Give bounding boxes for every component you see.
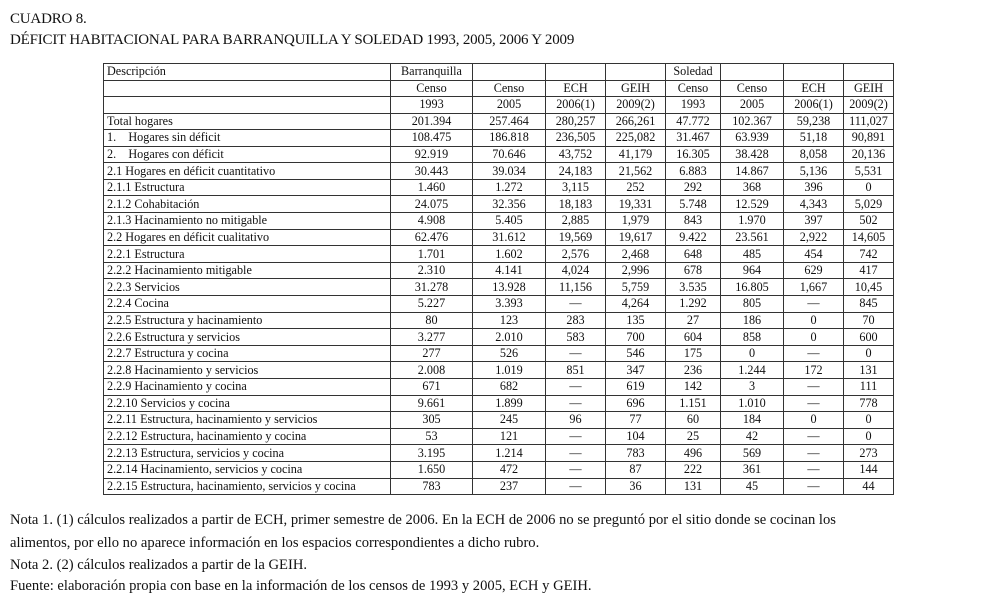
housing-deficit-table [103,63,894,495]
table-cell: 454 [784,246,844,263]
table-cell: — [546,296,606,313]
table-cell: 96 [546,412,606,429]
table-cell: 19,331 [606,196,666,213]
table-cell: 43,752 [546,146,606,163]
table-cell: 964 [721,262,784,279]
table-cell: 8,058 [784,146,844,163]
table-cell: 90,891 [844,130,894,147]
table-cell: 0 [844,412,894,429]
table-cell: 5.748 [666,196,721,213]
table-cell: 36 [606,478,666,495]
table-cell: 2,885 [546,213,606,230]
table-cell: 0 [844,179,894,196]
table-cell: 222 [666,461,721,478]
table-row [104,179,894,196]
table-cell: 186.818 [473,130,546,147]
table-cell: 1.019 [473,362,546,379]
table-cell: 485 [721,246,784,263]
table-row [104,395,894,412]
table-cell: 186 [721,312,784,329]
table-cell: 3 [721,379,784,396]
table-cell: 14.867 [721,163,784,180]
table-cell: 131 [844,362,894,379]
table-cell: 1.701 [391,246,473,263]
row-label: 2.2.7 Estructura y cocina [104,345,391,362]
table-cell: 237 [473,478,546,495]
row-label: 2.1 Hogares en déficit cuantitativo [104,163,391,180]
row-label: 2.2.2 Hacinamiento mitigable [104,262,391,279]
table-cell: 851 [546,362,606,379]
table-cell: 87 [606,461,666,478]
table-cell: 172 [784,362,844,379]
table-cell: 696 [606,395,666,412]
table-row [104,445,894,462]
table-cell: 604 [666,329,721,346]
table-cell: 9.422 [666,229,721,246]
table-cell: 2.010 [473,329,546,346]
table-cell: 131 [666,478,721,495]
row-label: 2. Hogares con déficit [104,146,391,163]
table-cell: 417 [844,262,894,279]
table-cell: Soledad [666,64,721,81]
table-cell: 44 [844,478,894,495]
table-cell: 671 [391,379,473,396]
table-cell: 24,183 [546,163,606,180]
table-row [104,362,894,379]
table-cell: 9.661 [391,395,473,412]
table-cell: 31.612 [473,229,546,246]
table-cell: 305 [391,412,473,429]
table-number: CUADRO 8. [10,11,87,27]
row-label: 2.2.13 Estructura, servicios y cocina [104,445,391,462]
table-cell: 2005 [721,97,784,114]
table-cell: 3.195 [391,445,473,462]
table-cell: 3.535 [666,279,721,296]
table-cell: 24.075 [391,196,473,213]
table-cell: Censo [391,80,473,97]
row-label: 2.2.8 Hacinamiento y servicios [104,362,391,379]
table-row [104,146,894,163]
table-cell: 2006(1) [546,97,606,114]
table-cell: ECH [784,80,844,97]
table-cell: — [784,296,844,313]
table-cell: 361 [721,461,784,478]
table-cell: 31.278 [391,279,473,296]
table-row [104,461,894,478]
row-label: 2.2.9 Hacinamiento y cocina [104,379,391,396]
table-cell: 1.602 [473,246,546,263]
table-cell: 2.310 [391,262,473,279]
row-label: 2.2.14 Hacinamiento, servicios y cocina [104,461,391,478]
table-cell: 2,922 [784,229,844,246]
table-cell: 1.292 [666,296,721,313]
table-cell: 2,468 [606,246,666,263]
table-cell: — [546,395,606,412]
table-cell: — [784,345,844,362]
table-cell [473,64,546,81]
table-row [104,296,894,313]
table-cell: 121 [473,428,546,445]
table-cell: ECH [546,80,606,97]
table-cell: 19,569 [546,229,606,246]
table-cell: 32.356 [473,196,546,213]
table-title: DÉFICIT HABITACIONAL PARA BARRANQUILLA Y SOLEDAD 1993, 2005, 2006 Y 2009 [10,32,575,48]
table-cell: — [546,461,606,478]
table-cell: 6.883 [666,163,721,180]
table-cell: 2009(2) [844,97,894,114]
table-row [104,312,894,329]
table-cell [784,64,844,81]
table-cell: 14,605 [844,229,894,246]
table-cell: 13.928 [473,279,546,296]
table-cell: 236,505 [546,130,606,147]
table-cell: 92.919 [391,146,473,163]
table-cell: 678 [666,262,721,279]
table-cell: 3.277 [391,329,473,346]
table-cell: 39.034 [473,163,546,180]
table-cell: 104 [606,428,666,445]
table-cell: 16.805 [721,279,784,296]
row-label: 2.2.1 Estructura [104,246,391,263]
table-row [104,163,894,180]
table-cell: 783 [606,445,666,462]
table-cell: 397 [784,213,844,230]
table-row [104,130,894,147]
table-cell: 59,238 [784,113,844,130]
table-cell: 858 [721,329,784,346]
table-cell: 10,45 [844,279,894,296]
table-cell: — [546,428,606,445]
table-cell: 11,156 [546,279,606,296]
table-cell: 38.428 [721,146,784,163]
table-cell: 0 [784,412,844,429]
table-cell: 742 [844,246,894,263]
table-cell: 2009(2) [606,97,666,114]
table-cell: 1.970 [721,213,784,230]
table-cell: 60 [666,412,721,429]
table-cell: 5.405 [473,213,546,230]
table-cell: 111 [844,379,894,396]
table-cell: 53 [391,428,473,445]
table-row [104,329,894,346]
table-row [104,213,894,230]
table-cell: 1,667 [784,279,844,296]
table-cell: Censo [473,80,546,97]
table-cell: 111,027 [844,113,894,130]
table-cell: Censo [721,80,784,97]
table-cell: 16.305 [666,146,721,163]
table-cell: 682 [473,379,546,396]
row-label: 2.2.6 Estructura y servicios [104,329,391,346]
table-cell: 63.939 [721,130,784,147]
table-cell: 778 [844,395,894,412]
table-cell: 619 [606,379,666,396]
table-cell: 80 [391,312,473,329]
table-row [104,262,894,279]
header-row [104,64,894,81]
row-label: Descripción [104,64,391,81]
table-cell: 1993 [391,97,473,114]
note-1-line-1: Nota 1. (1) cálculos realizados a partir de ECH, primer semestre de 2006. En la ECH de 2006 no se preguntó por el sitio donde se cocinan los [10,512,836,528]
table-cell: 144 [844,461,894,478]
table-cell: 1.214 [473,445,546,462]
row-label: Total hogares [104,113,391,130]
table-cell: 252 [606,179,666,196]
table-cell: 23.561 [721,229,784,246]
table-cell: 3.393 [473,296,546,313]
table-cell: 2005 [473,97,546,114]
table-cell: Censo [666,80,721,97]
table-cell: 70.646 [473,146,546,163]
table-cell: 142 [666,379,721,396]
table-row [104,428,894,445]
table-row [104,412,894,429]
table-row [104,345,894,362]
table-cell: 3,115 [546,179,606,196]
table-row [104,379,894,396]
table-cell: 25 [666,428,721,445]
table-cell [721,64,784,81]
table-cell: 266,261 [606,113,666,130]
table-cell: — [784,395,844,412]
table-cell: 245 [473,412,546,429]
table-cell: 1,979 [606,213,666,230]
table-cell: 4.141 [473,262,546,279]
table-row [104,279,894,296]
row-label: 2.2.10 Servicios y cocina [104,395,391,412]
table-cell: 41,179 [606,146,666,163]
table-cell: 845 [844,296,894,313]
table-cell: 225,082 [606,130,666,147]
table-cell: 18,183 [546,196,606,213]
table-cell: — [784,461,844,478]
table-cell: 502 [844,213,894,230]
row-label: 2.2.12 Estructura, hacinamiento y cocina [104,428,391,445]
table-cell: — [546,345,606,362]
row-label [104,97,391,114]
table-cell: 0 [844,345,894,362]
table-cell: — [784,445,844,462]
table-cell: 2006(1) [784,97,844,114]
table-cell: 4,343 [784,196,844,213]
table-row [104,229,894,246]
table-cell: 236 [666,362,721,379]
table-cell: 0 [784,329,844,346]
row-label: 1. Hogares sin déficit [104,130,391,147]
table-cell: 20,136 [844,146,894,163]
row-label [104,80,391,97]
table-cell: 5,029 [844,196,894,213]
table-cell: 47.772 [666,113,721,130]
table-cell: 108.475 [391,130,473,147]
table-cell: 77 [606,412,666,429]
row-label: 2.2.4 Cocina [104,296,391,313]
table-cell: 472 [473,461,546,478]
table-cell: 42 [721,428,784,445]
table-cell: 292 [666,179,721,196]
table-cell: 19,617 [606,229,666,246]
table-cell: 123 [473,312,546,329]
table-cell: 280,257 [546,113,606,130]
table-cell: 257.464 [473,113,546,130]
table-cell: 526 [473,345,546,362]
table-cell: 5,136 [784,163,844,180]
table-row [104,478,894,495]
table-cell: 21,562 [606,163,666,180]
table-cell: 4,024 [546,262,606,279]
table-cell: 4.908 [391,213,473,230]
table-cell: 783 [391,478,473,495]
header-row [104,97,894,114]
table-cell: 62.476 [391,229,473,246]
table-row [104,246,894,263]
table-cell: Barranquilla [391,64,473,81]
table-cell: 201.394 [391,113,473,130]
table-cell: 1.899 [473,395,546,412]
table-cell: — [546,478,606,495]
table-cell: 135 [606,312,666,329]
table-row [104,113,894,130]
table-cell: 1.460 [391,179,473,196]
row-label: 2.2.5 Estructura y hacinamiento [104,312,391,329]
header-row [104,80,894,97]
table-cell: 396 [784,179,844,196]
table-cell: 30.443 [391,163,473,180]
table-cell: 184 [721,412,784,429]
table-cell: 629 [784,262,844,279]
table-cell: 273 [844,445,894,462]
table-cell: 2.008 [391,362,473,379]
row-label: 2.2.11 Estructura, hacinamiento y servicios [104,412,391,429]
table-cell: 4,264 [606,296,666,313]
table-cell: 31.467 [666,130,721,147]
note-1-line-2: alimentos, por ello no aparece información en los espacios correspondientes a dicho rubro. [10,535,540,551]
table-cell: 496 [666,445,721,462]
table-cell: 1.650 [391,461,473,478]
table-cell: 277 [391,345,473,362]
table-cell: 347 [606,362,666,379]
table-cell: — [546,379,606,396]
table-cell: 1.010 [721,395,784,412]
table-cell: 805 [721,296,784,313]
table-cell: 45 [721,478,784,495]
table-cell: 283 [546,312,606,329]
table-cell: 2,996 [606,262,666,279]
table-cell: 1.244 [721,362,784,379]
table-cell: 569 [721,445,784,462]
table-cell: 0 [844,428,894,445]
table-cell: 0 [721,345,784,362]
table-cell: 5.227 [391,296,473,313]
row-label: 2.2.15 Estructura, hacinamiento, servicios y cocina [104,478,391,495]
table-cell [844,64,894,81]
table-cell: 2,576 [546,246,606,263]
table-cell: 102.367 [721,113,784,130]
table-cell: 583 [546,329,606,346]
table-cell: 368 [721,179,784,196]
table-cell: — [546,445,606,462]
table-cell: 546 [606,345,666,362]
table-cell: — [784,379,844,396]
table-cell: — [784,428,844,445]
row-label: 2.1.2 Cohabitación [104,196,391,213]
table-cell: 843 [666,213,721,230]
source-note: Fuente: elaboración propia con base en la información de los censos de 1993 y 2005, ECH y GEIH. [10,578,592,594]
table-cell [606,64,666,81]
table-cell: 648 [666,246,721,263]
row-label: 2.2.3 Servicios [104,279,391,296]
table-cell: 12.529 [721,196,784,213]
table-cell: 5,759 [606,279,666,296]
table-cell: 175 [666,345,721,362]
row-label: 2.1.1 Estructura [104,179,391,196]
table-cell: 0 [784,312,844,329]
table-cell [546,64,606,81]
table-cell: 600 [844,329,894,346]
table-cell: 1.151 [666,395,721,412]
table-row [104,196,894,213]
table-cell: 51,18 [784,130,844,147]
table-cell: 27 [666,312,721,329]
table-cell: 70 [844,312,894,329]
table-cell: 1993 [666,97,721,114]
table-cell: — [784,478,844,495]
row-label: 2.1.3 Hacinamiento no mitigable [104,213,391,230]
table-cell: 700 [606,329,666,346]
note-2: Nota 2. (2) cálculos realizados a partir de la GEIH. [10,557,308,573]
table-cell: GEIH [844,80,894,97]
table-cell: 5,531 [844,163,894,180]
table-cell: GEIH [606,80,666,97]
row-label: 2.2 Hogares en déficit cualitativo [104,229,391,246]
table-cell: 1.272 [473,179,546,196]
